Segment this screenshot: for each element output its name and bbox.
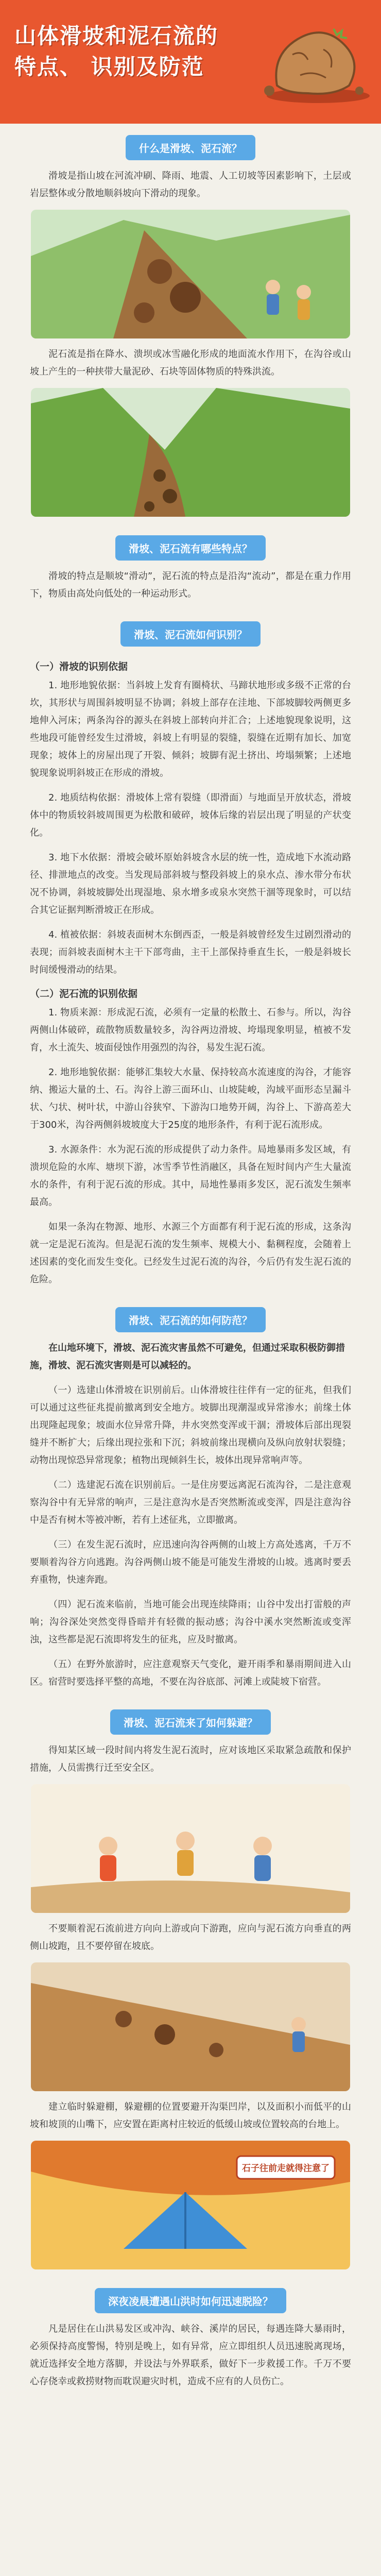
page-title <box>14 21 246 82</box>
s1-paragraph-2: 泥石流是指在降水、溃坝或冰雪融化形成的地面流水作用下，在沟谷或山坡上产生的一种挟带大量泥砂、石块等固体物质的特殊洪流。 <box>30 349 351 377</box>
section-5-heading-wrap <box>0 1698 381 1742</box>
section-6-heading-wrap <box>0 2277 381 2320</box>
s5-paragraph-2: 不要顺着泥石流前进方向向上游或向下游跑，应向与泥石流方向垂直的两侧山坡跑，且不要停留在坡底。 <box>30 1923 351 1952</box>
s3-subheading-2: （二）泥石流的识别依据 <box>30 988 138 999</box>
section-4-heading-wrap <box>0 1296 381 1340</box>
s3-paragraph-2: 2. 地质结构依据：滑坡体上常有裂缝（即滑面）与地面呈开放状态，滑坡体中的物质较斜坡周围更为松散和破碎，坡体后缘的岩层出现了明显的产状变化。 <box>30 792 351 838</box>
s4-paragraph-3: （三）在发生泥石流时，应迅速向沟谷两侧的山坡上方高处逃离，千万不要顺着沟谷方向逃跑。沟谷两侧山坡不能是可能发生滑坡的山坡。逃离时要丢弃重物，快速奔跑。 <box>30 1539 351 1585</box>
title-line-2: 特点、 识别及防范 <box>14 54 204 79</box>
slope-flow-illustration <box>31 1962 350 2091</box>
s3-paragraph-1: 1. 地形地貌依据：当斜坡上发育有圈椅状、马蹄状地形或多级不正常的台坎，其形状与周围斜坡明显不协调；斜坡上部存在洼地、下部坡脚较两侧更多地伸入河床；两条沟谷的源头在斜坡上部转向并汇合；上述地貌现象说明，这些地段可能曾经发生过滑坡，斜坡上有明显的裂缝，裂缝在近期有加长、加宽现象；坡体上的房屋出现了开裂、倾斜；坡脚有泥土挤出、垮塌频繁；上述地貌现象说明斜坡正在形成的滑坡。 <box>30 680 351 778</box>
s4-warning: 在山地环境下，滑坡、泥石流灾害虽然不可避免，但通过采取积极防御措施，滑坡、泥石流灾害则是可以减轻的。 <box>30 1343 345 1371</box>
s3-paragraph-4: 4. 植被依据：斜坡表面树木东倒西歪，一般是斜坡曾经发生过剧烈滑动的表现；而斜坡表面树木主干下部弯曲，主干上部保持垂直生长，一般是斜坡长时间缓慢滑动的结果。 <box>30 929 351 975</box>
shelter-tent-illustration <box>31 2141 350 2269</box>
shelter-sign-text: 石子往前走就得注意了 <box>242 2163 330 2174</box>
section-2-heading-wrap <box>0 524 381 568</box>
section-2-heading: 滑坡、泥石流有哪些特点？ <box>115 535 266 561</box>
s3-paragraph-8: 如果一条沟在物源、地形、水源三个方面都有利于泥石流的形成，这条沟就一定是泥石流沟。但是泥石流的发生频率、规模大小、黏稠程度，会随着上述因素的变化而发生变化。已经发生过泥石流的沟谷，今后仍有发生泥石流的危险。 <box>30 1222 351 1285</box>
section-4-heading: 滑坡、泥石流的如何防范？ <box>115 1307 266 1332</box>
s4-paragraph-1: （一）选建山体滑坡在识别前后。山体滑坡往往伴有一定的征兆，但我们可以通过这些征兆提前撤离到安全地方。坡脚出现潮湿或异常渗水；前缘土体出现隆起现象；坡面水位异常升降，井水突然变浑或干涸；滑坡体后部出现裂缝并不断扩大；后缘出现拉张和下沉；斜坡前缘出现横向及纵向放射状裂缝；动物出现惊恐异常现象；植物出现倾斜生长，坡体出现异常响声等。 <box>30 1385 351 1466</box>
s2-paragraph-1: 滑坡的特点是顺坡“滑动”，泥石流的特点是沿沟“流动”，都是在重力作用下，物质由高处向低处的一种运动形式。 <box>30 571 351 599</box>
section-1-heading-wrap <box>0 124 381 167</box>
s1-paragraph-1: 滑坡是指山坡在河流冲刷、降雨、地震、人工切坡等因素影响下，土层或岩层整体或分散地顺斜坡向下滑动的现象。 <box>30 171 351 199</box>
s6-paragraph-1: 凡是居住在山洪易发区或冲沟、峡谷、溪岸的居民，每遇连降大暴雨时，必须保持高度警惕，特别是晚上，如有异常，应立即组织人员迅速脱离现场，就近选择安全地方落脚，并设法与外界联系，做好下一步救援工作。千万不要心存侥幸或救捞财物而耽误避灾时机，造成不应有的人员伤亡。 <box>30 2324 351 2387</box>
s3-paragraph-6: 2. 地形地貌依据：能够汇集较大水量、保持较高水流速度的沟谷，才能容纳、搬运大量的土、石。沟谷上游三面环山、山坡陡峻，沟域平面形态呈漏斗状、勺状、树叶状，中游山谷狭窄、下游沟口地势开阔，沟谷上、下游高差大于300米，沟谷两侧斜坡坡度大于25度的地形条件，有利于泥石流形成。 <box>30 1067 351 1130</box>
s5-paragraph-1: 得知某区域一段时间内将发生泥石流时，应对该地区采取紧急疏散和保护措施，人员需携行迁至安全区。 <box>30 1745 351 1773</box>
s4-paragraph-5: （五）在野外旅游时，应注意观察天气变化，避开雨季和暴雨期间进入山区。宿营时要选择平整的高地，不要在沟谷底部、河滩上或陡坡下宿营。 <box>30 1659 351 1687</box>
title-line-1: 山体滑坡和泥石流的 <box>14 23 219 48</box>
section-3-heading-wrap <box>0 610 381 654</box>
section-5-heading: 滑坡、泥石流来了如何躲避？ <box>110 1709 271 1735</box>
s3-subheading-1: （一）滑坡的识别依据 <box>30 661 128 672</box>
s3-paragraph-5: 1. 物质来源：形成泥石流，必须有一定量的松散土、石参与。所以，沟谷两侧山体破碎，疏散物质数量较多，沟谷两边滑坡、垮塌现象明显，植被不发育，水土流失、坡面侵蚀作用强烈的沟谷，易发生泥石流。 <box>30 1007 351 1053</box>
landslide-running-illustration <box>31 210 350 338</box>
landslide-boulder-illustration <box>256 19 370 106</box>
s4-paragraph-4: （四）泥石流来临前，当地可能会出现连续降雨；山谷中发出打雷般的声响；沟谷深处突然变得昏暗并有轻微的振动感；沟谷中溪水突然断流或变浑浊，这些都是泥石流即将发生的征兆，应及时撤离。 <box>30 1599 351 1645</box>
evacuation-illustration <box>31 1784 350 1913</box>
s3-paragraph-3: 3. 地下水依据：滑坡会破坏原始斜坡含水层的统一性，造成地下水流动路径、排泄地点的改变。当发现局部斜坡与整段斜坡上的泉水点、渗水带分布状况不协调，斜坡坡脚处出现湿地、泉水增多或泉水突然干涸等现象时，可以结合其它证据判断滑坡正在形成。 <box>30 852 351 916</box>
s5-paragraph-3: 建立临时躲避棚，躲避棚的位置要避开沟渠凹岸，以及面积小而低平的山坡和坡顶的山嘴下，应安置在距离村庄较近的低缓山坡或位置较高的台地上。 <box>30 2102 351 2130</box>
hero-banner <box>0 0 381 124</box>
section-6-heading: 深夜凌晨遭遇山洪时如何迅速脱险？ <box>95 2288 286 2313</box>
s4-paragraph-2: （二）选建泥石流在识别前后。一是住房要远离泥石流沟谷，二是注意观察沟谷中有无异常的响声，三是注意沟水是否突然断流或变浑，四是注意沟谷中是否有树木等被冲断，若有上述征兆，立即撤离。 <box>30 1480 351 1526</box>
debris-flow-illustration <box>31 388 350 517</box>
section-3-heading: 滑坡、泥石流如何识别？ <box>120 621 261 647</box>
page-footer-spacer <box>0 2398 381 2418</box>
s3-paragraph-7: 3. 水源条件：水为泥石流的形成提供了动力条件。局地暴雨多发区域，有溃坝危险的水库、塘坝下游，冰雪季节性消融区，具备在短时间内产生大量流水的条件，有利于泥石流的形成。其中，局地性暴雨多发区，泥石流发生频率最高。 <box>30 1144 351 1208</box>
section-1-heading: 什么是滑坡、泥石流？ <box>126 135 255 160</box>
